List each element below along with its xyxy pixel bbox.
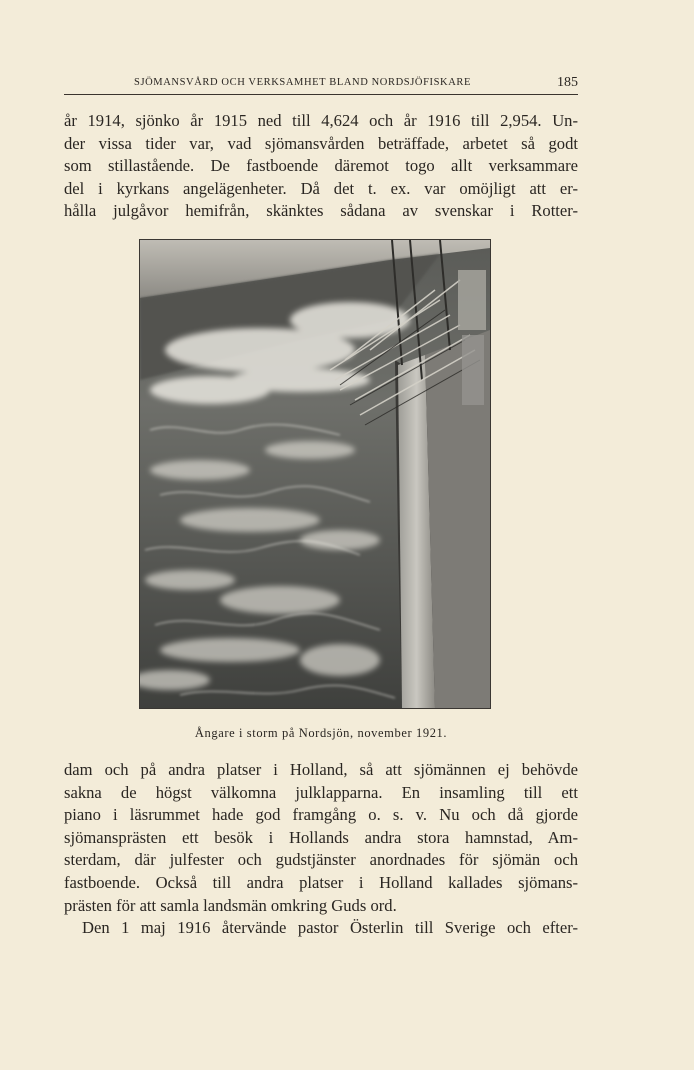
next-paragraph-line: Den 1 maj 1916 återvände pastor Österlin till Sverige och efter- xyxy=(82,918,578,938)
text-line: sjömansprästen ett besök i Hollands andra stora hamnstad, Am- xyxy=(64,827,578,847)
text-line: sakna de högst välkomna julklapparna. En insamling till ett xyxy=(64,782,578,802)
storm-photograph xyxy=(139,239,491,709)
text-line: del i kyrkans angelägenheter. Då det t. ex. var omöjligt att er- xyxy=(64,178,578,198)
text-line: der vissa tider var, vad sjömansvården beträffade, arbetet så godt xyxy=(64,133,578,153)
figure-caption: Ångare i storm på Nordsjön, november 1921. xyxy=(194,726,448,740)
running-head xyxy=(64,74,578,95)
text-line: prästen för att samla landsmän omkring Guds ord. xyxy=(64,895,397,915)
running-title: SJÖMANSVÅRD OCH VERKSAMHET BLAND NORDSJÖFISKARE xyxy=(134,77,472,88)
text-line: hålla julgåvor hemifrån, skänktes sådana av svenskar i Rotter- xyxy=(64,201,578,221)
text-line: år 1914, sjönko år 1915 ned till 4,624 och år 1916 till 2,954. Un- xyxy=(64,111,578,130)
bottom-paragraph xyxy=(64,759,578,940)
text-line: fastboende. Också till andra platser i Holland kallades sjömans- xyxy=(64,872,578,892)
text-line: piano i läsrummet hade god framgång o. s. v. Nu och då gjorde xyxy=(64,805,578,825)
text-line: som stillastående. De fastboende däremot togo allt verksammare xyxy=(64,156,578,176)
text-line: sterdam, där julfester och gudstjänster anordnades för sjömän och xyxy=(64,850,578,870)
text-line: dam och på andra platser i Holland, så att sjömännen ej behövde xyxy=(64,760,578,779)
page-number: 185 xyxy=(557,75,578,90)
top-paragraph xyxy=(64,110,578,223)
storm-photograph-image xyxy=(140,240,490,708)
